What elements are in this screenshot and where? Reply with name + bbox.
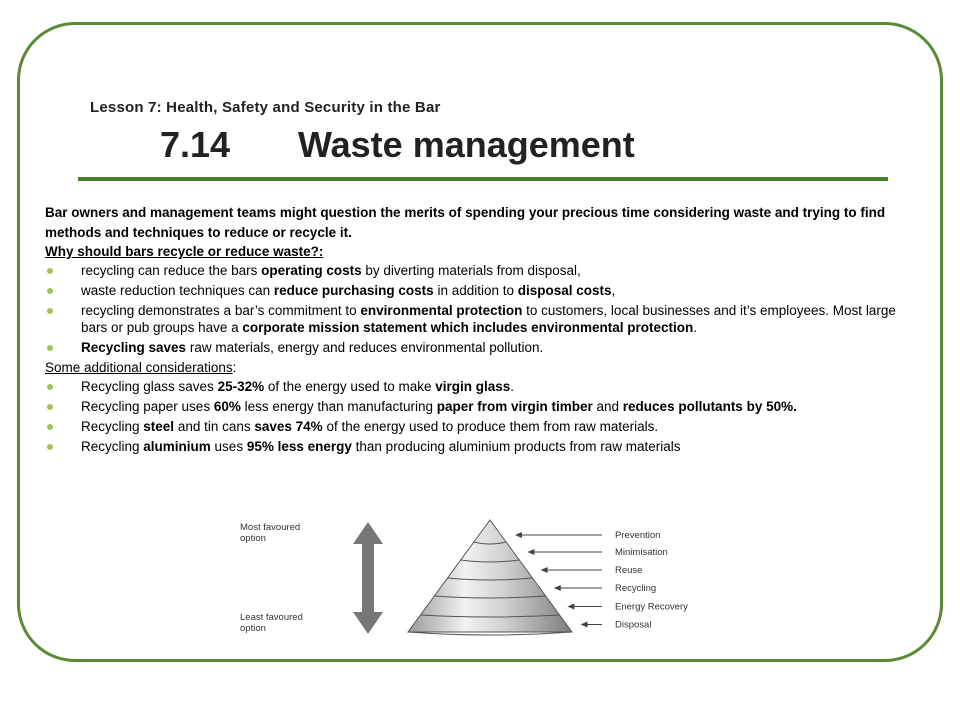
section2-item-text: less energy than manufacturing: [240, 399, 437, 415]
hierarchy-level-label: Prevention: [615, 530, 661, 541]
arrow-left-icon: [554, 585, 561, 591]
section1-item: [45, 303, 910, 337]
most-favoured-line2: option: [240, 533, 266, 544]
section1-item-text: Recycling saves: [81, 339, 187, 355]
section1-list: [45, 263, 910, 356]
section1-item-text: reduce purchasing costs: [273, 282, 434, 298]
arrow-left-icon: [527, 549, 534, 555]
section2-item-text: 25-32%: [217, 379, 265, 395]
section2-item-text: uses: [210, 439, 247, 454]
section2-item-text: Recycling: [81, 439, 144, 454]
arrow-left-icon: [515, 532, 522, 538]
arrow-left-icon: [581, 622, 588, 628]
section2-item-text: paper from virgin timber: [436, 399, 593, 415]
section1-item-text: operating costs: [261, 263, 362, 278]
waste-pyramid: [408, 520, 572, 635]
section1-item: [45, 283, 910, 300]
content-body: [45, 203, 910, 459]
section2-item-text: of the energy used to make: [264, 379, 436, 395]
section2-item: [45, 379, 910, 396]
section2-item-text: than producing aluminium products from raw materials: [351, 439, 681, 454]
section1-item-text: disposal costs: [517, 282, 612, 298]
section2-item-text: virgin glass: [435, 379, 511, 395]
arrow-left-icon: [541, 567, 548, 573]
section2-colon: :: [232, 360, 237, 376]
waste-hierarchy-diagram: [230, 512, 690, 647]
section2-item-text: .: [510, 379, 515, 395]
section2-item-text: aluminium: [143, 439, 211, 454]
section1-item-text: by diverting materials from disposal,: [361, 263, 581, 278]
section1-item-text: in addition to: [433, 282, 518, 298]
section2-item: [45, 419, 910, 436]
section1-item: [45, 340, 910, 357]
section2-item: [45, 399, 910, 416]
section1-item-text: recycling can reduce the bars: [81, 263, 262, 278]
section1-item: [45, 263, 910, 280]
title-text: Waste management: [298, 124, 635, 165]
section1-heading: Why should bars recycle or reduce waste?:: [45, 244, 324, 259]
section2-item-text: reduces pollutants by 50%.: [622, 399, 797, 415]
hierarchy-level-label: Energy Recovery: [615, 601, 688, 613]
section2-item-text: Recycling: [81, 419, 144, 435]
hierarchy-level-label: Recycling: [615, 583, 657, 594]
section2-item-text: Recycling glass saves: [81, 379, 218, 395]
double-arrow-icon: [353, 522, 383, 634]
hierarchy-level-label: Disposal: [615, 619, 652, 631]
section2-item-text: of the energy used to produce them from raw materials.: [322, 419, 659, 435]
section1-item-text: environmental protection: [360, 302, 523, 318]
section1-item-text: recycling demonstrates a bar’s commitment to: [81, 302, 361, 318]
most-favoured-line1: Most favoured: [240, 522, 301, 533]
section2-item-text: Recycling paper uses: [81, 399, 214, 415]
title-divider: [78, 177, 888, 181]
section2-heading: Some additional considerations: [45, 360, 233, 376]
section2-list: [45, 379, 910, 456]
arrow-left-icon: [567, 604, 574, 610]
section2-item: [45, 439, 910, 456]
hierarchy-level-label: Reuse: [615, 565, 643, 576]
page-title: [160, 124, 635, 166]
title-number: 7.14: [160, 124, 231, 165]
section2-item-text: and tin cans: [174, 419, 255, 435]
section1-item-text: raw materials, energy and reduces environmental pollution.: [186, 339, 544, 355]
hierarchy-level-label: Minimisation: [615, 547, 668, 558]
section2-item-text: and: [592, 399, 623, 415]
lesson-title: Lesson 7: Health, Safety and Security in the Bar: [90, 99, 441, 116]
section1-item-text: .: [693, 319, 697, 335]
section1-item-text: corporate mission statement which includes environmental protection: [242, 319, 694, 335]
section1-item-text: to customers, local businesses and it’s employees. Most large bars or pub groups have a: [81, 302, 896, 335]
section2-item-text: 60%: [213, 399, 241, 415]
least-favoured-line1: Least favoured: [240, 612, 303, 623]
section1-item-text: ,: [611, 282, 616, 298]
intro-paragraph: Bar owners and management teams might question the merits of spending your precious time considering waste and trying to find methods and techniques to reduce or recycle it.: [45, 205, 886, 240]
section2-item-text: 95% less energy: [246, 439, 352, 454]
section1-item-text: waste reduction techniques can: [81, 282, 274, 298]
least-favoured-line2: option: [240, 623, 266, 634]
section2-item-text: steel: [143, 419, 175, 435]
section2-heading-line: [45, 359, 910, 377]
section2-item-text: saves 74%: [254, 419, 323, 435]
